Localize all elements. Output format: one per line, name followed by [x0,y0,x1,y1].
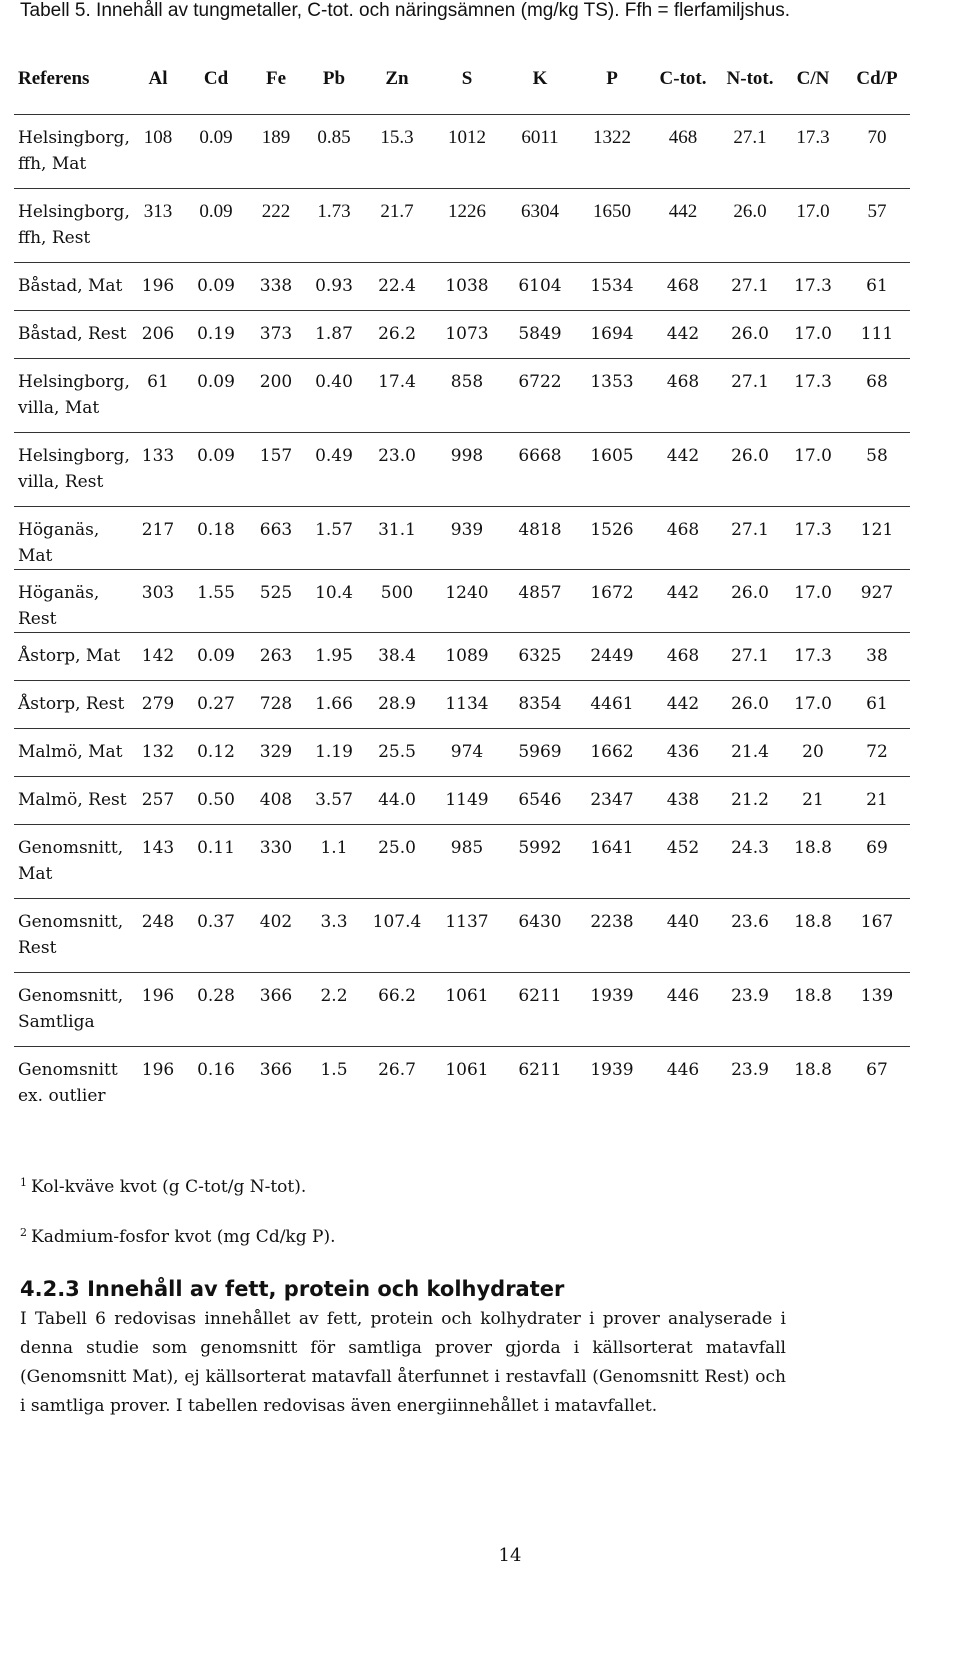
table-cell: 132 [132,729,184,777]
table-cell: 1526 [576,507,648,570]
row-label: Båstad, Mat [14,263,132,311]
table-cell: 1226 [430,189,504,263]
table-row [14,189,910,263]
table-cell: 21 [844,777,910,825]
table-row [14,899,910,973]
row-label: Genomsnitt ex. outlier [18,1060,118,1106]
table-cell: 69 [844,825,910,899]
table-cell: 196 [132,973,184,1047]
table-cell: 17.3 [782,633,844,681]
table-cell: 1534 [576,263,648,311]
table-cell: 27.1 [718,633,782,681]
row-label: Malmö, Rest [14,777,132,825]
footnote [20,1220,920,1270]
table-cell: 442 [648,433,718,507]
table-cell: 61 [844,263,910,311]
table-cell: 23.0 [364,433,430,507]
table-cell: 61 [132,359,184,433]
table-cell: 17.4 [364,359,430,433]
table-cell: 196 [132,263,184,311]
table-cell: 4461 [576,681,648,729]
table-cell: 17.3 [782,359,844,433]
table-caption: Tabell 5. Innehåll av tungmetaller, C-tot. och näringsämnen (mg/kg TS). Ffh = flerfamiljshus. [20,0,791,21]
table-cell: 1641 [576,825,648,899]
table-row [14,263,910,311]
table-cell: 0.09 [184,359,248,433]
table-row [14,729,910,777]
table-cell: 440 [648,899,718,973]
table-cell: 1240 [430,570,504,633]
table-row [14,507,910,570]
footnote-text: Kadmium-fosfor kvot (mg Cd/kg P). [31,1227,336,1247]
table-cell: 23.9 [731,1060,769,1080]
table-cell: 279 [132,681,184,729]
table-cell: 452 [648,825,718,899]
table-cell: 1.1 [304,825,364,899]
table-cell: 21 [782,777,844,825]
table-cell: 17.0 [782,570,844,633]
table-cell: 4818 [504,507,576,570]
table-cell: 468 [648,115,718,189]
table-cell: 402 [248,899,304,973]
footnotes [20,1170,920,1270]
table-cell: 442 [648,189,718,263]
table-cell: 6546 [504,777,576,825]
table-cell: 1322 [576,115,648,189]
table-cell: 442 [648,311,718,359]
table-cell: 0.93 [304,263,364,311]
table-cell: 67 [866,1060,888,1080]
table-cell: 257 [132,777,184,825]
row-label: Höganäs, Rest [14,570,132,633]
table-row [14,115,910,189]
section-heading: 4.2.3 Innehåll av fett, protein och kolhydrater [20,1277,565,1301]
table-cell: 142 [132,633,184,681]
table-cell: 0.11 [184,825,248,899]
row-label: Åstorp, Mat [14,633,132,681]
table-cell: 26.0 [718,311,782,359]
table-cell: 18.8 [782,899,844,973]
table-cell: 0.85 [304,115,364,189]
table-cell: 0.37 [184,899,248,973]
table-row [14,433,910,507]
table-cell: 728 [248,681,304,729]
table-cell: 31.1 [364,507,430,570]
table-cell: 28.9 [364,681,430,729]
table-cell: 373 [248,311,304,359]
row-label: Genomsnitt, Samtliga [14,973,132,1047]
table-header [14,44,910,115]
table-cell: 468 [648,359,718,433]
table-cell: 139 [844,973,910,1047]
table-cell: 1.19 [304,729,364,777]
row-label: Helsingborg, villa, Mat [14,359,132,433]
table-cell: 468 [648,633,718,681]
table-cell: 15.3 [364,115,430,189]
table-cell: 68 [844,359,910,433]
table-cell: 26.0 [718,189,782,263]
table-cell: 1012 [430,115,504,189]
row-label: Helsingborg, villa, Rest [14,433,132,507]
table-cell: 1061 [445,1060,489,1080]
table-cell: 1073 [430,311,504,359]
table-cell: 927 [844,570,910,633]
table-cell: 0.19 [184,311,248,359]
table-cell: 5969 [504,729,576,777]
table-cell: 17.0 [782,311,844,359]
table-cell: 974 [430,729,504,777]
table-cell: 0.16 [197,1060,235,1080]
table-cell: 6104 [504,263,576,311]
table-cell: 6430 [504,899,576,973]
table-cell: 18.8 [794,1060,832,1080]
table-cell: 8354 [504,681,576,729]
table-cell: 442 [648,681,718,729]
table-cell: 1.66 [304,681,364,729]
column-header: N-tot. [718,44,782,115]
table-cell: 26.0 [718,570,782,633]
table-cell: 2347 [576,777,648,825]
table-cell: 27.1 [718,507,782,570]
table-cell: 26.7 [378,1060,416,1080]
row-label: Helsingborg, ffh, Mat [14,115,132,189]
table-cell: 3.57 [304,777,364,825]
table-cell: 27.1 [718,359,782,433]
table-cell: 222 [248,189,304,263]
footnote-mark: 2 [20,1226,27,1239]
table-cell: 1939 [590,1060,634,1080]
table-cell: 26.0 [718,433,782,507]
table-cell: 525 [248,570,304,633]
table-cell: 108 [132,115,184,189]
table-cell: 500 [364,570,430,633]
table-cell: 663 [248,507,304,570]
row-label: Båstad, Rest [14,311,132,359]
table-cell: 330 [248,825,304,899]
table-cell: 446 [648,973,718,1047]
table-cell: 0.49 [304,433,364,507]
table-cell: 0.09 [184,115,248,189]
column-header: K [504,44,576,115]
table-cell: 438 [648,777,718,825]
table-cell: 0.09 [184,633,248,681]
table-cell: 23.9 [718,973,782,1047]
table-cell: 1038 [430,263,504,311]
table-cell: 0.09 [184,433,248,507]
table-cell: 189 [248,115,304,189]
table-cell: 0.50 [184,777,248,825]
table-row [14,973,910,1047]
table-cell: 1089 [430,633,504,681]
table-cell: 303 [132,570,184,633]
table-cell: 1061 [430,973,504,1047]
table-cell: 6211 [518,1060,562,1080]
table-cell: 25.5 [364,729,430,777]
table-cell: 17.0 [782,189,844,263]
footnote [20,1170,920,1220]
row-label: Helsingborg, ffh, Rest [14,189,132,263]
table-cell: 4857 [504,570,576,633]
table-cell: 20 [782,729,844,777]
table-cell: 217 [132,507,184,570]
column-header: Zn [364,44,430,115]
table-cell: 329 [248,729,304,777]
section-body: I Tabell 6 redovisas innehållet av fett, protein och kolhydrater i prover analyserade i denna studie som genomsnitt för samtliga prover gjorda i källsorterat matavfall (Genomsnitt Mat), ej källsorterat matavfall återfunnet i restavfall (Genomsnitt Rest) och i samtliga prover. I tabellen redovisas även energiinnehållet i matavfallet. [20,1309,786,1416]
table-row [14,633,910,681]
row-label: Genomsnitt, Mat [14,825,132,899]
column-header: Pb [304,44,364,115]
table-cell: 17.3 [782,263,844,311]
table-cell: 23.6 [718,899,782,973]
table-cell: 121 [844,507,910,570]
table-cell: 200 [248,359,304,433]
table-cell: 1939 [576,973,648,1047]
table-cell: 5992 [504,825,576,899]
table-cell: 998 [430,433,504,507]
table-cell: 366 [248,973,304,1047]
table-cell: 1.73 [304,189,364,263]
table-cell: 10.4 [304,570,364,633]
table-cell: 1605 [576,433,648,507]
table-cell: 18.8 [782,825,844,899]
table-cell: 206 [132,311,184,359]
table-cell: 468 [648,263,718,311]
table-cell: 1.95 [304,633,364,681]
table-cell: 366 [259,1060,293,1080]
table-cell: 17.3 [782,507,844,570]
column-header: Cd/P [844,44,910,115]
table-cell: 21.4 [718,729,782,777]
metals-table [14,44,910,1121]
column-header: Cd [184,44,248,115]
table-cell: 1.5 [320,1060,348,1080]
table-cell: 6011 [504,115,576,189]
column-header: C/N [782,44,844,115]
table-cell: 0.12 [184,729,248,777]
table-cell: 1137 [430,899,504,973]
page-number: 14 [498,1545,522,1566]
row-label: Malmö, Mat [14,729,132,777]
table-cell: 1134 [430,681,504,729]
table-cell: 1672 [576,570,648,633]
table-cell: 0.40 [304,359,364,433]
table-cell: 1353 [576,359,648,433]
table-cell: 446 [666,1060,700,1080]
footnote-text: Kol-kväve kvot (g C-tot/g N-tot). [31,1177,307,1197]
table-cell: 26.0 [718,681,782,729]
table-cell: 248 [132,899,184,973]
table-cell: 21.7 [364,189,430,263]
table-cell: 1694 [576,311,648,359]
table-cell: 408 [248,777,304,825]
footnote-mark: 1 [20,1176,27,1189]
table-cell: 985 [430,825,504,899]
table-row [14,825,910,899]
column-header: C-tot. [648,44,718,115]
table-cell: 22.4 [364,263,430,311]
table-cell: 0.09 [184,189,248,263]
table-cell: 58 [844,433,910,507]
table-cell: 27.1 [718,115,782,189]
column-header-referens: Referens [14,44,132,115]
table-cell: 72 [844,729,910,777]
table-cell: 313 [132,189,184,263]
table-cell: 5849 [504,311,576,359]
table-cell: 70 [844,115,910,189]
table-cell: 38 [844,633,910,681]
table-cell: 157 [248,433,304,507]
table-cell: 143 [132,825,184,899]
table-cell: 1.57 [304,507,364,570]
table-cell: 1.87 [304,311,364,359]
table-cell: 338 [248,263,304,311]
table-cell: 6325 [504,633,576,681]
table-row [14,311,910,359]
table-cell: 263 [248,633,304,681]
table-cell: 21.2 [718,777,782,825]
table-cell: 167 [844,899,910,973]
table-cell: 38.4 [364,633,430,681]
table-cell: 468 [648,507,718,570]
table-cell: 25.0 [364,825,430,899]
table-cell: 17.3 [782,115,844,189]
table-cell: 26.2 [364,311,430,359]
table-cell: 24.3 [718,825,782,899]
column-header: Al [132,44,184,115]
table-row [14,359,910,433]
row-label: Genomsnitt, Rest [14,899,132,973]
table-cell: 57 [844,189,910,263]
table-cell: 2.2 [304,973,364,1047]
table-cell: 17.0 [782,433,844,507]
table-cell: 2238 [576,899,648,973]
table-cell: 0.09 [184,263,248,311]
table-cell: 6304 [504,189,576,263]
row-label: Höganäs, Mat [14,507,132,570]
table-cell: 133 [132,433,184,507]
table-cell: 442 [648,570,718,633]
table-cell: 196 [141,1060,175,1080]
table-cell: 17.0 [782,681,844,729]
table-cell: 1662 [576,729,648,777]
table-cell: 939 [430,507,504,570]
table-row [14,681,910,729]
table-row [14,777,910,825]
table-row [14,1047,910,1121]
table-cell: 27.1 [718,263,782,311]
table-cell: 1.55 [184,570,248,633]
table-cell: 1650 [576,189,648,263]
table-cell: 111 [844,311,910,359]
table-cell: 3.3 [304,899,364,973]
table-body [14,115,910,1121]
table-cell: 2449 [576,633,648,681]
table-cell: 66.2 [364,973,430,1047]
column-header: P [576,44,648,115]
table-cell: 107.4 [364,899,430,973]
table-cell: 858 [430,359,504,433]
column-header: S [430,44,504,115]
table-cell: 0.27 [184,681,248,729]
table-cell: 1149 [430,777,504,825]
table-cell: 0.28 [184,973,248,1047]
table-cell: 436 [648,729,718,777]
table-cell: 44.0 [364,777,430,825]
table-cell: 0.18 [184,507,248,570]
table-cell: 6722 [504,359,576,433]
table-cell: 6668 [504,433,576,507]
table-cell: 18.8 [782,973,844,1047]
row-label: Åstorp, Rest [14,681,132,729]
table-row [14,570,910,633]
table-cell: 61 [844,681,910,729]
column-header: Fe [248,44,304,115]
table-cell: 6211 [504,973,576,1047]
